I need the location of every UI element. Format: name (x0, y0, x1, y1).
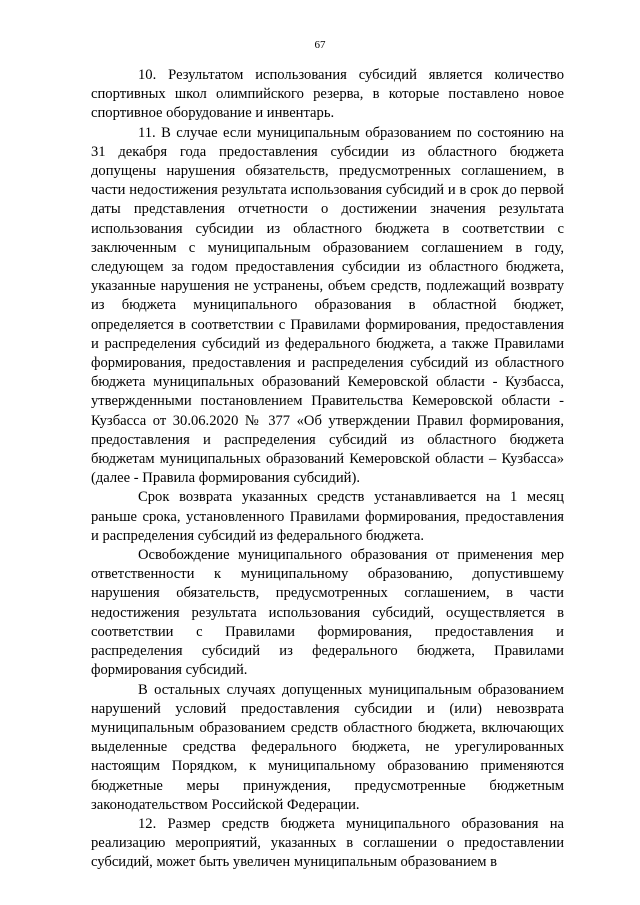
page-number: 67 (314, 39, 326, 51)
paragraph-refund-deadline: Срок возврата указанных средств устанавливается на 1 месяц раньше срока, установленного Правилами формирования, предоставления и распределения субсидий из федерального бюджета. (91, 489, 564, 544)
paragraph-liability-exemption: Освобождение муниципального образования от применения мер ответственности к муниципальному образованию, допустившему нарушения обязательств, предусмотренных соглашением, в части недостижения результата использования субсидий, осуществляется в соответствии с Правилами формирования, предоставления и распределения субсидий из федерального бюджета, Правилами формирования субсидий. (91, 547, 564, 679)
paragraph-10: 10. Результатом использования субсидий является количество спортивных школ олимпийского резерва, в которые поставлено новое спортивное оборудование и инвентарь. (91, 67, 564, 122)
paragraph-12: 12. Размер средств бюджета муниципального образования на реализацию мероприятий, указанных в соглашении о предоставлении субсидий, может быть увеличен муниципальным образованием в (91, 815, 564, 871)
paragraph-11: 11. В случае если муниципальным образованием по состоянию на 31 декабря года предоставления субсидии из областного бюджета допущены нарушения обязательств, предусмотренных соглашением, в части недостижения результата использования субсидий и в срок до первой даты представления отчетности о достижении значения результата использования субсидии из областного бюджета в соответствии с заключенным с муниципальным образованием соглашением в году, следующем за годом предоставления субсидии из областного бюджета, указанные нарушения не устранены, объем средств, подлежащий возврату из бюджета муниципального образования в областной бюджет, определяется в соответствии с Правилами формирования, предоставления и распределения субсидий из федерального бюджета, а также Правилами формирования, предоставления и распределения субсидий из областного бюджета муниципальных образований Кемеровской области - Кузбасса, утвержденными постановлением Правительства Кемеровской области - Кузбасса от 30.06.2020 № 377 «Об утверждении Правил формирования, предоставления и распределения субсидий из областного бюджета бюджетам муниципальных образований Кемеровской области – Кузбасса» (далее - Правила формирования субсидий). (91, 124, 564, 487)
document-body (91, 66, 564, 873)
paragraph-other-violations: В остальных случаях допущенных муниципальным образованием нарушений условий предоставления субсидии и (или) невозврата муниципальным образованием средств областного бюджета, включающих выделенные средства федерального бюджета, не урегулированных настоящим Порядком, к муниципальному образованию применяются бюджетные меры принуждения, предусмотренные бюджетным законодательством Российской Федерации. (91, 681, 564, 813)
